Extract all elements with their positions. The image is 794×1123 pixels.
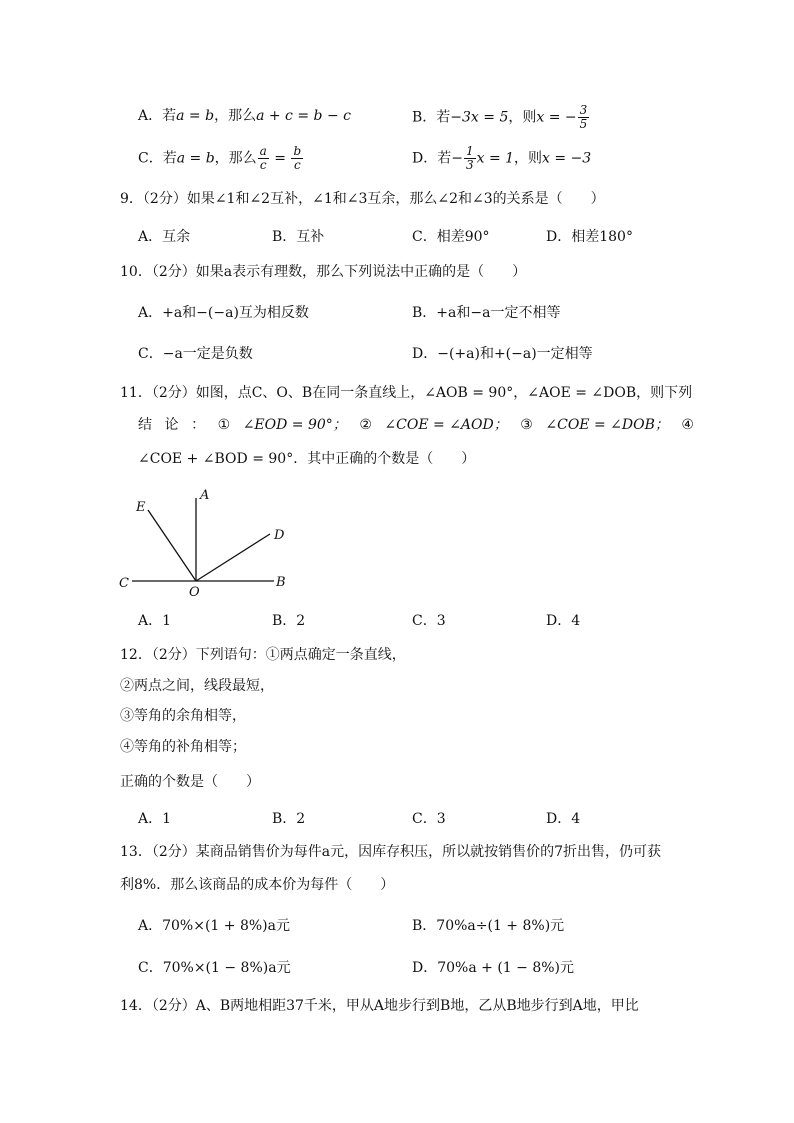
q9-option-b: B．互补: [272, 229, 325, 245]
q10-option-d: D．−(+a)和+(−a)一定相等: [412, 346, 593, 362]
q11-stem: 11．（2分）如图，点C、O、B在同一条直线上，∠AOB = 90°，∠AOE = ∠DOB，则下列: [120, 385, 693, 401]
q9-option-c: C．相差90°: [412, 229, 490, 245]
q8-option-d: [412, 145, 591, 172]
q12-option-a: A．1: [138, 811, 172, 827]
q12-option-c: C．3: [412, 811, 446, 827]
q11-option-d: D．4: [546, 613, 581, 629]
option-text: 若: [437, 150, 452, 167]
option-text: 若: [162, 150, 177, 167]
stem-token: ①: [217, 417, 231, 433]
q11-option-a: A．1: [138, 613, 172, 629]
q13-stem: 13．（2分）某商品销售价为每件a元，因库存积压，所以就按销售价的7折出售，仍可获: [120, 844, 661, 860]
q9-option-a: A．互余: [138, 229, 191, 245]
stem-token: ③: [520, 417, 533, 433]
q12-statement-2: ②两点之间，线段最短，: [120, 678, 274, 694]
q10-stem: 10．（2分）如果a表示有理数，那么下列说法中正确的是（ ）: [120, 264, 527, 280]
ray-oe: [148, 510, 196, 581]
option-label: C．: [138, 150, 163, 167]
fraction-numerator: b: [293, 144, 302, 158]
math-expression: ∠COE = ∠AOD；: [384, 417, 508, 433]
q11-stem-line3: ∠COE + ∠BOD = 90°．其中正确的个数是（ ）: [138, 451, 476, 467]
fraction: [258, 145, 269, 172]
math-expression: a + c = b − c: [256, 108, 351, 124]
stem-token: 论: [164, 417, 179, 433]
q13-option-c: C．70%×(1 − 8%)a元: [138, 960, 291, 976]
math-expression: −: [451, 150, 463, 167]
fraction: [291, 145, 303, 172]
q12-statement-4: ④等角的补角相等；: [120, 739, 246, 755]
fraction-numerator: a: [259, 144, 267, 158]
label-c: C: [119, 576, 129, 591]
option-text: ，那么: [214, 150, 257, 167]
stem-token: ②: [359, 417, 372, 433]
math-expression: x = 1: [476, 150, 515, 167]
q12-statement-3: ③等角的余角相等，: [120, 708, 246, 724]
fraction: [578, 104, 590, 131]
math-expression: ∠COE = ∠DOB；: [545, 417, 669, 433]
math-expression: x = −3: [542, 150, 592, 167]
q11-option-c: C．3: [412, 613, 446, 629]
fraction-numerator: 3: [579, 103, 588, 117]
option-label: A．: [138, 108, 163, 124]
label-o: O: [189, 585, 200, 600]
q11-figure: [110, 480, 310, 605]
q12-stem: 12．（2分）下列语句：①两点确定一条直线，: [120, 647, 406, 663]
option-text: ，则: [508, 109, 537, 126]
math-expression: a = b: [176, 108, 215, 124]
q9-option-d: D．相差180°: [546, 229, 633, 245]
math-expression: −3x = 5: [450, 109, 509, 126]
q13-stem-line2: 利8%．那么该商品的成本价为每件（ ）: [120, 877, 395, 893]
q13-option-b: B．70%a÷(1 + 8%)元: [412, 918, 565, 934]
stem-token: 结: [138, 417, 152, 433]
math-expression: a = b: [176, 150, 215, 167]
stem-token: ：: [191, 417, 206, 433]
math-expression: =: [269, 150, 291, 167]
fraction-denominator: c: [293, 158, 301, 172]
label-a: A: [200, 488, 210, 503]
q8-option-a: [138, 106, 351, 126]
fraction-numerator: 1: [465, 144, 474, 158]
q10-option-b: B．+a和−a一定不相等: [412, 305, 561, 321]
q12-option-b: B．2: [272, 811, 306, 827]
q13-option-a: A．70%×(1 + 8%)a元: [138, 918, 290, 934]
q12-question: 正确的个数是（ ）: [120, 774, 260, 790]
option-text: ，那么: [214, 108, 257, 124]
q10-option-a: A．+a和−(−a)互为相反数: [138, 305, 309, 321]
q9-stem: 9．（2分）如果∠1和∠2互补，∠1和∠3互余，那么∠2和∠3的关系是（ ）: [120, 191, 605, 207]
ray-od: [196, 534, 270, 581]
label-b: B: [276, 575, 286, 590]
math-expression: x = −: [536, 109, 577, 126]
fraction-denominator: 3: [465, 158, 474, 172]
label-e: E: [136, 500, 146, 515]
q11-stem-line2: [138, 415, 694, 435]
q11-option-b: B．2: [272, 613, 306, 629]
fraction: [464, 145, 476, 172]
q8-option-b: [412, 104, 590, 131]
math-expression: ∠EOD = 90°；: [242, 417, 347, 433]
q12-option-d: D．4: [546, 811, 581, 827]
label-d: D: [274, 528, 285, 543]
q8-option-c: [138, 145, 304, 172]
fraction-denominator: 5: [579, 117, 588, 131]
option-label: D．: [412, 150, 438, 167]
q14-stem: 14．（2分）A、B两地相距37千米，甲从A地步行到B地，乙从B地步行到A地，甲比: [120, 998, 639, 1014]
stem-token: ④: [681, 417, 694, 433]
option-text: 若: [162, 108, 177, 124]
option-label: B．: [412, 109, 437, 126]
fraction-denominator: c: [259, 158, 267, 172]
q10-option-c: C．−a一定是负数: [138, 346, 253, 362]
option-text: 若: [436, 109, 451, 126]
q13-option-d: D．70%a + (1 − 8%)元: [412, 960, 574, 976]
option-text: ，则: [514, 150, 543, 167]
